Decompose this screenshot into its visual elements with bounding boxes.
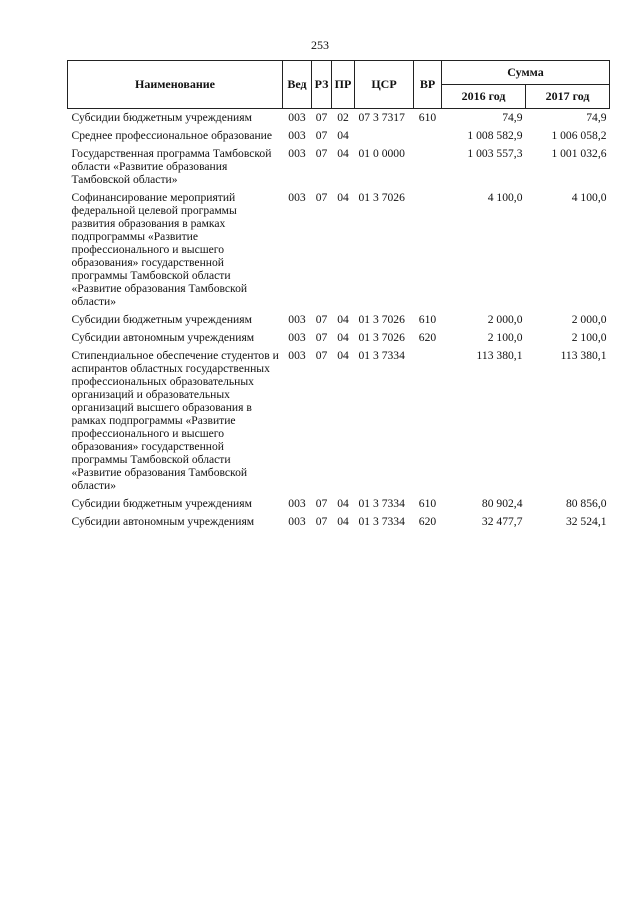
table-row xyxy=(68,109,610,129)
row-pr: 04 xyxy=(337,129,349,142)
row-rz: 07 xyxy=(315,313,328,326)
header-name: Наименование xyxy=(68,61,283,109)
row-sum-2017: 2 100,0 xyxy=(571,331,607,344)
row-vr: 610 xyxy=(418,497,437,510)
row-pr: 04 xyxy=(337,497,349,510)
row-csr xyxy=(355,128,414,146)
row-sum-2016: 2 000,0 xyxy=(487,313,523,326)
page-number: 253 xyxy=(311,38,329,52)
row-rz: 07 xyxy=(315,129,328,142)
header-sum: Сумма xyxy=(442,61,610,85)
budget-table xyxy=(67,60,610,532)
row-sum-2017: 80 856,0 xyxy=(565,497,607,510)
row-vr: 610 xyxy=(418,313,437,326)
header-pr: ПР xyxy=(332,61,355,109)
row-sum-2016: 113 380,1 xyxy=(476,349,523,362)
row-csr: 01 3 7334 xyxy=(358,515,405,528)
row-name: Субсидии автономным учреждениям xyxy=(71,331,255,344)
row-rz: 07 xyxy=(315,331,328,344)
row-name: Субсидии бюджетным учреждениям xyxy=(71,497,252,510)
row-sum-2016: 32 477,7 xyxy=(481,515,523,528)
row-vr xyxy=(414,128,442,146)
row-sum-2016: 2 100,0 xyxy=(487,331,523,344)
row-sum-2016: 1 003 557,3 xyxy=(467,147,523,160)
row-sum-2017: 1 001 032,6 xyxy=(551,147,607,160)
row-ved: 003 xyxy=(288,331,306,344)
row-name: Среднее профессиональное образование xyxy=(71,129,273,142)
row-vr xyxy=(414,348,442,496)
table-body xyxy=(68,109,610,533)
row-vr: 620 xyxy=(418,331,437,344)
row-ved: 003 xyxy=(288,129,306,142)
row-csr: 01 3 7026 xyxy=(358,191,405,204)
header-ved: Вед xyxy=(283,61,312,109)
table-row xyxy=(68,146,610,190)
header-rz: РЗ xyxy=(312,61,332,109)
row-ved: 003 xyxy=(288,497,306,510)
row-rz: 07 xyxy=(315,497,328,510)
row-pr: 04 xyxy=(337,147,349,160)
row-pr: 04 xyxy=(337,515,349,528)
row-ved: 003 xyxy=(288,349,306,362)
row-csr: 01 3 7334 xyxy=(358,349,405,362)
row-sum-2017: 4 100,0 xyxy=(571,191,607,204)
table-row xyxy=(68,348,610,496)
row-vr: 620 xyxy=(418,515,437,528)
row-name: Субсидии бюджетным учреждениям xyxy=(71,111,252,124)
row-sum-2017: 2 000,0 xyxy=(571,313,607,326)
row-pr: 04 xyxy=(337,191,349,204)
row-ved: 003 xyxy=(288,191,306,204)
row-pr: 02 xyxy=(337,111,349,124)
row-sum-2017: 113 380,1 xyxy=(560,349,607,362)
header-csr: ЦСР xyxy=(355,61,414,109)
table-row xyxy=(68,190,610,312)
header-2016: 2016 год xyxy=(442,85,526,109)
row-rz: 07 xyxy=(315,111,328,124)
row-name: Государственная программа Тамбовской области «Развитие образования Тамбовской области» xyxy=(71,147,272,186)
row-sum-2016: 74,9 xyxy=(502,111,523,124)
table-row xyxy=(68,128,610,146)
row-vr xyxy=(414,146,442,190)
row-sum-2016: 1 008 582,9 xyxy=(467,129,523,142)
row-pr: 04 xyxy=(337,349,349,362)
row-vr: 610 xyxy=(418,111,437,124)
row-vr xyxy=(414,190,442,312)
table-row xyxy=(68,496,610,514)
row-csr: 01 3 7026 xyxy=(358,331,405,344)
row-pr: 04 xyxy=(337,331,349,344)
row-ved: 003 xyxy=(288,313,306,326)
row-ved: 003 xyxy=(288,111,306,124)
row-pr: 04 xyxy=(337,313,349,326)
table-header xyxy=(68,61,610,109)
row-sum-2017: 74,9 xyxy=(586,111,607,124)
row-name: Стипендиальное обеспечение студентов и аспирантов областных государственных профессиональных образовательных организаций и образовательных организаций высшего образования в рамках подпрограммы «Развитие профессионального и высшего образования» государственной программы Тамбовской области «Развитие образования Тамбовской области» xyxy=(71,349,279,492)
header-vr: ВР xyxy=(414,61,442,109)
row-sum-2017: 1 006 058,2 xyxy=(551,129,607,142)
table-row xyxy=(68,514,610,532)
row-ved: 003 xyxy=(288,147,306,160)
row-rz: 07 xyxy=(315,147,328,160)
row-sum-2016: 80 902,4 xyxy=(481,497,523,510)
row-ved: 003 xyxy=(288,515,306,528)
row-name: Субсидии бюджетным учреждениям xyxy=(71,313,252,326)
row-rz: 07 xyxy=(315,515,328,528)
table-row xyxy=(68,312,610,330)
row-csr: 01 3 7334 xyxy=(358,497,405,510)
row-rz: 07 xyxy=(315,191,328,204)
row-csr: 07 3 7317 xyxy=(358,111,405,124)
row-name: Субсидии автономным учреждениям xyxy=(71,515,255,528)
row-rz: 07 xyxy=(315,349,328,362)
row-name: Софинансирование мероприятий федеральной целевой программы развития образования в рамках подпрограммы «Развитие профессионального и высшего образования» государственной программы Тамбовской области «Развитие образования Тамбовской области» xyxy=(71,191,248,308)
header-2017: 2017 год xyxy=(526,85,610,109)
row-sum-2017: 32 524,1 xyxy=(565,515,607,528)
row-csr: 01 0 0000 xyxy=(358,147,405,160)
row-csr: 01 3 7026 xyxy=(358,313,405,326)
row-sum-2016: 4 100,0 xyxy=(487,191,523,204)
table-row xyxy=(68,330,610,348)
